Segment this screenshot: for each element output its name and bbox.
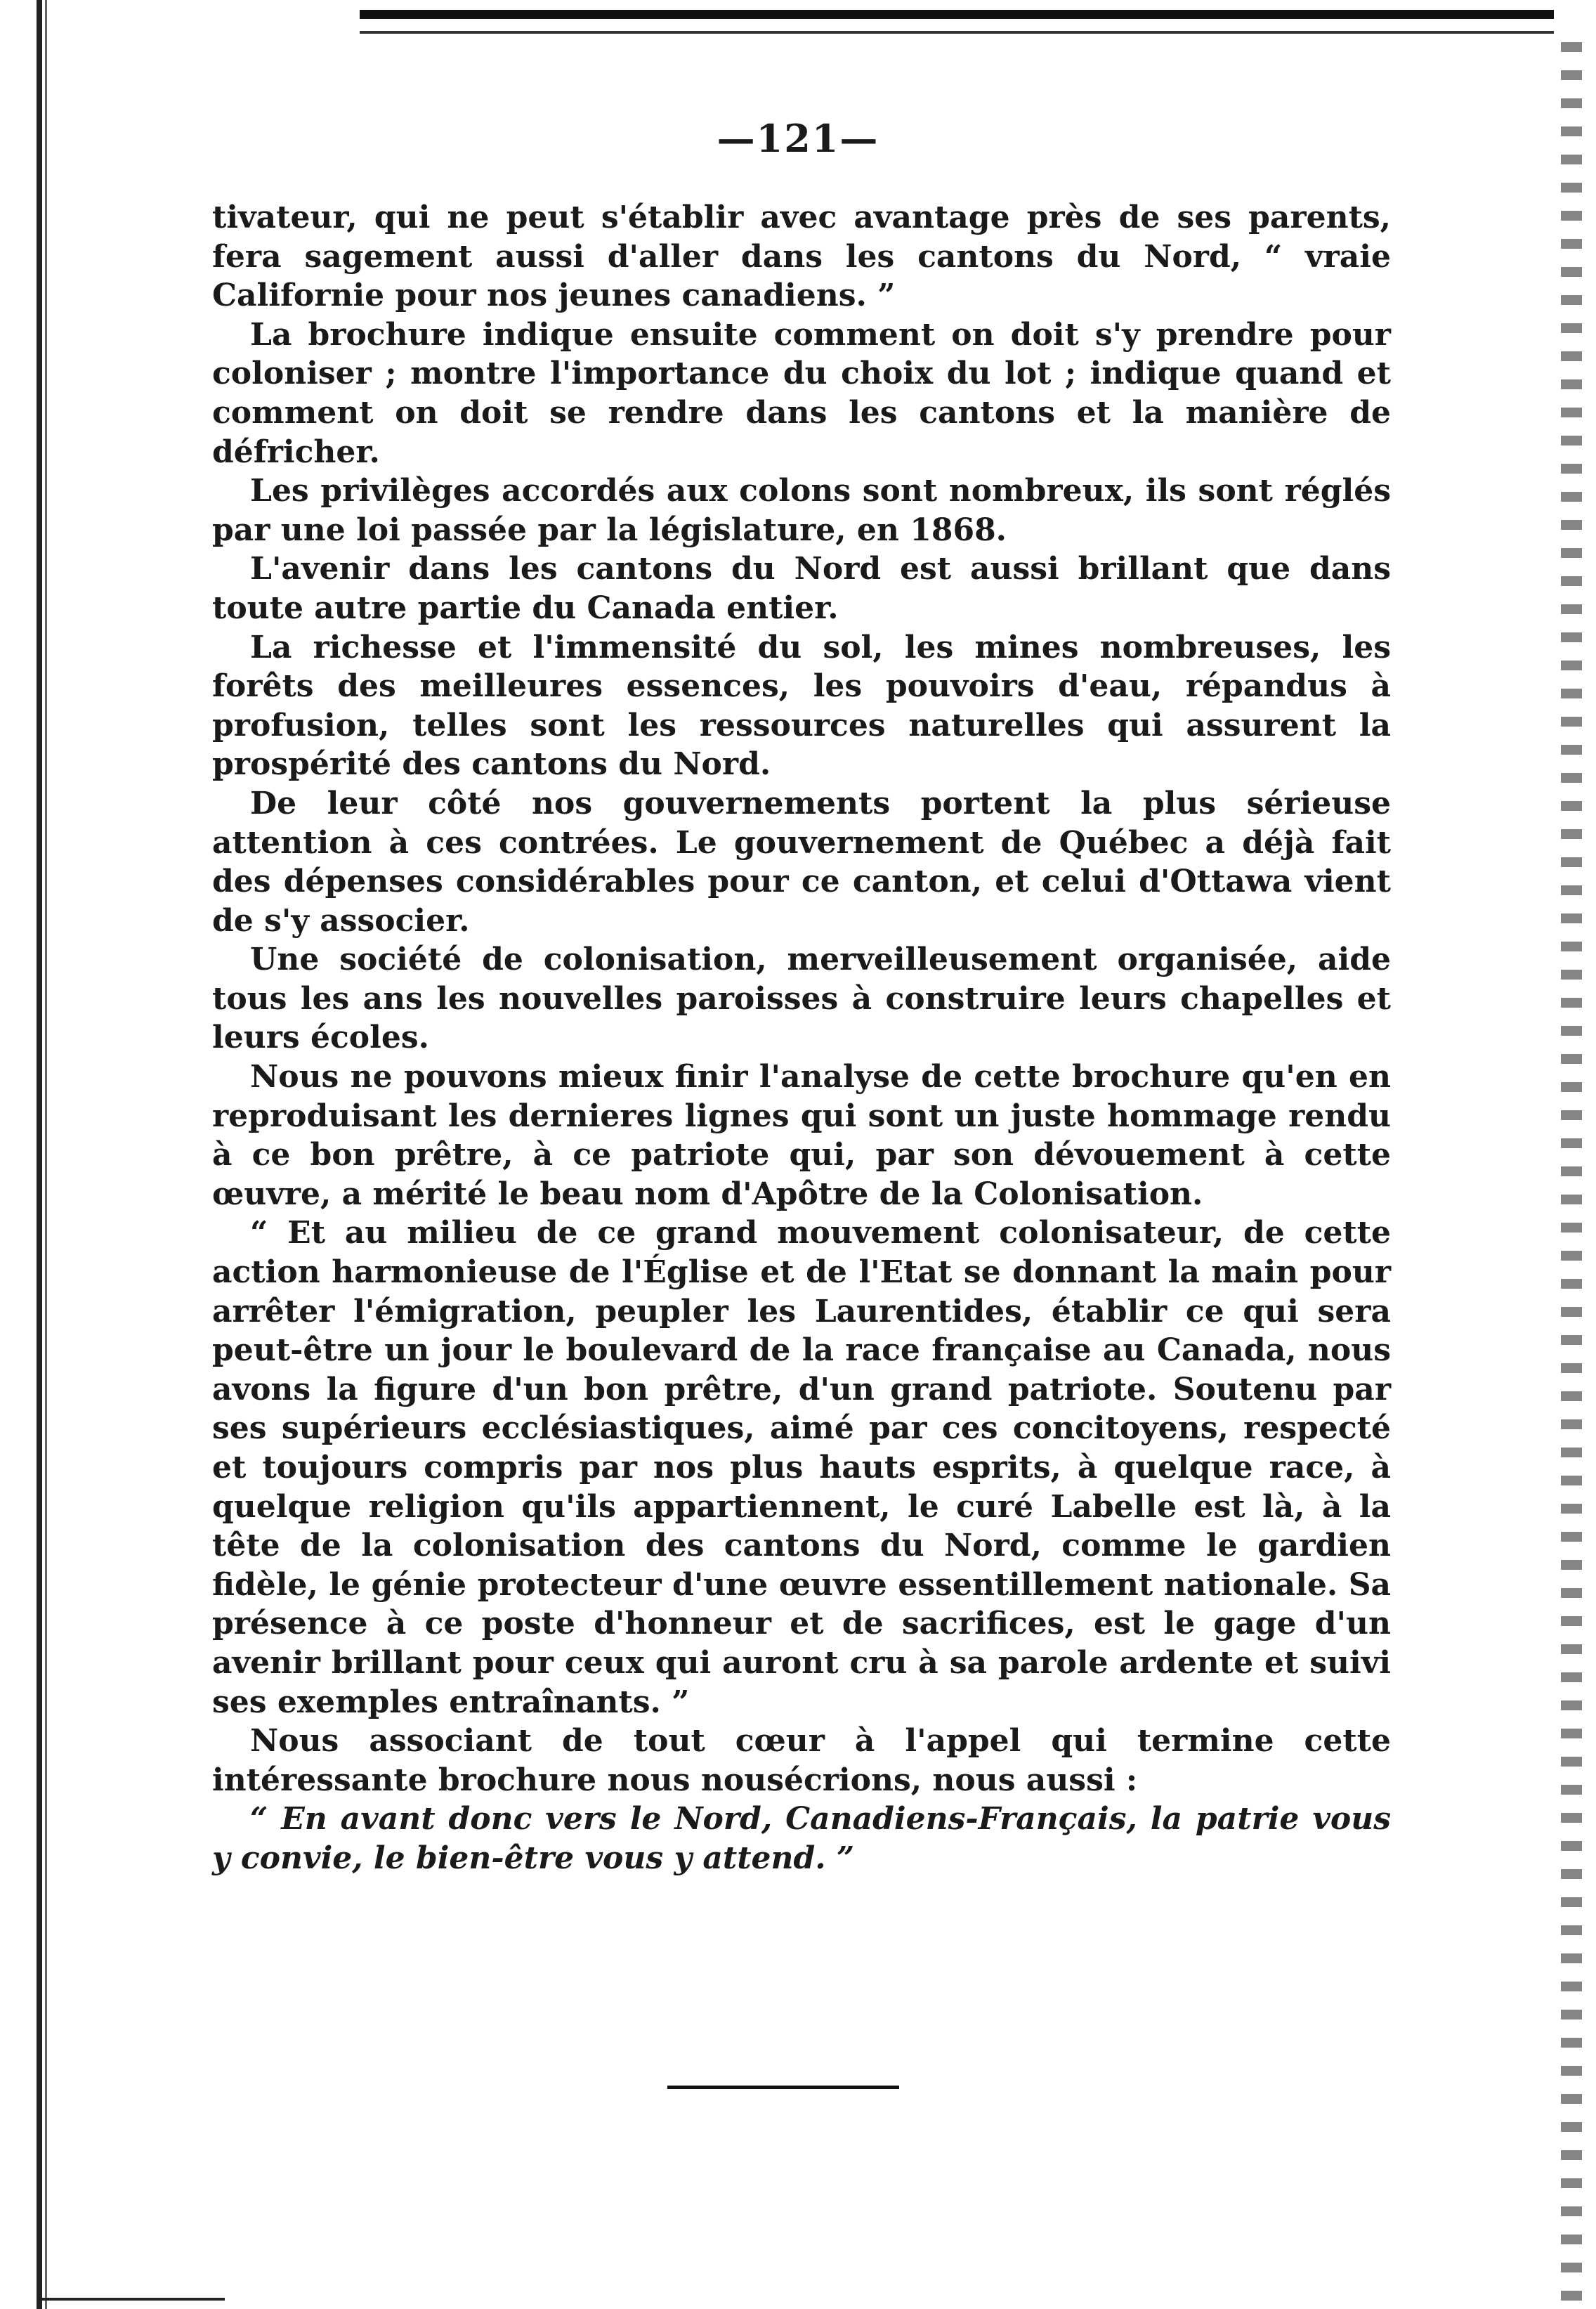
paragraph: Nous ne pouvons mieux finir l'analyse de cette brochure qu'en en reproduisant les dernieres lignes qui sont un juste hommage rendu à ce bon prêtre, à ce patriote qui, par son dévouement à cette œuvre, a mérité le beau nom d'Apôtre de la Colonisation. xyxy=(212,1059,1391,1212)
body-text xyxy=(212,198,1391,1878)
paragraph: De leur côté nos gouvernements portent la plus sérieuse attention à ces contrées. Le gouvernement de Québec a déjà fait des dépenses considérables pour ce canton, et celui d'Ottawa vient de s'y associer. xyxy=(212,785,1391,939)
end-rule xyxy=(667,2086,899,2089)
paragraph: La brochure indique ensuite comment on doit s'y prendre pour coloniser ; montre l'importance du choix du lot ; indique quand et comment on doit se rendre dans les cantons et la manière de défricher. xyxy=(212,316,1391,470)
right-page-edge xyxy=(1561,42,1582,2309)
closing-quote: “ En avant donc vers le Nord, Canadiens-Français, la patrie vous y convie, le bien-être vous y attend. ” xyxy=(212,1801,1391,1876)
paragraph: La richesse et l'immensité du sol, les mines nombreuses, les forêts des meilleures essences, les pouvoirs d'eau, répandus à profusion, telles sont les ressources naturelles qui assurent la prospérité des cantons du Nord. xyxy=(212,629,1391,783)
paragraph: Les privilèges accordés aux colons sont nombreux, ils sont réglés par une loi passée par la législature, en 1868. xyxy=(212,473,1391,548)
top-rule xyxy=(360,10,1554,25)
paragraph: Une société de colonisation, merveilleusement organisée, aide tous les ans les nouvelles paroisses à construire leurs chapelles et leurs écoles. xyxy=(212,942,1391,1056)
paragraph: “ Et au milieu de ce grand mouvement colonisateur, de cette action harmonieuse de l'Église et de l'Etat se donnant la main pour arrêter l'émigration, peupler les Laurentides, établir ce qui sera peut-être un jour le boulevard de la race française au Canada, nous avons la figure d'un bon prêtre, d'un grand patriote. Soutenu par ses supérieurs ecclésiastiques, aimé par ces concitoyens, respecté et toujours compris par nos plus hauts esprits, à quelque race, à quelque religion qu'ils appartiennent, le curé Labelle est là, à la tête de la colonisation des cantons du Nord, comme le gardien fidèle, le génie protecteur d'une œuvre essentillement nationale. Sa présence à ce poste d'honneur et de sacrifices, est le gage d'un avenir brillant pour ceux qui auront cru à sa parole ardente et suivi ses exemples entraînants. ” xyxy=(212,1215,1391,1720)
bottom-left-rule xyxy=(42,2298,225,2301)
left-page-edge-shadow xyxy=(45,0,47,2309)
paragraph: Nous associant de tout cœur à l'appel qui termine cette intéressante brochure nous nousécrions, nous aussi : xyxy=(212,1723,1391,1798)
left-page-edge xyxy=(37,0,42,2309)
top-rule-thin xyxy=(360,31,1554,34)
page-number: —121— xyxy=(717,116,879,161)
paragraph: tivateur, qui ne peut s'établir avec avantage près de ses parents, fera sagement aussi d'aller dans les cantons du Nord, “ vraie Californie pour nos jeunes canadiens. ” xyxy=(212,200,1391,314)
paragraph: L'avenir dans les cantons du Nord est aussi brillant que dans toute autre partie du Canada entier. xyxy=(212,551,1391,626)
